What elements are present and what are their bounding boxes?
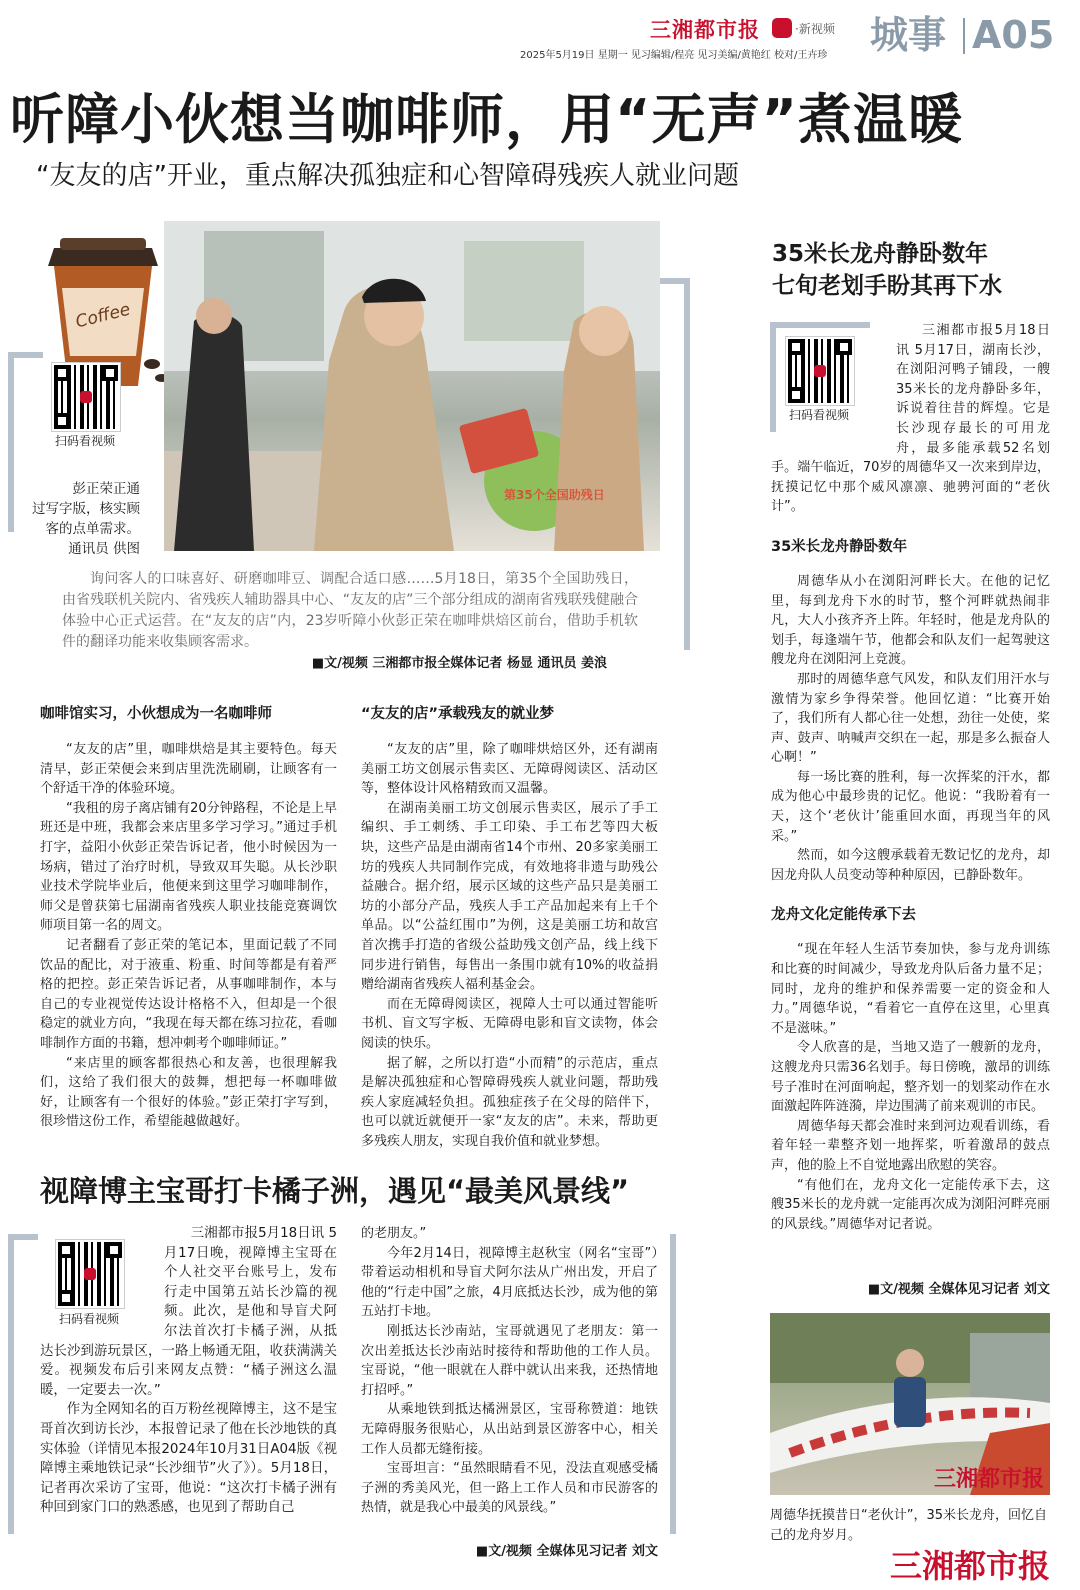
- lead-subhead: “友友的店”开业，重点解决孤独症和心智障碍残疾人就业问题: [36, 161, 739, 191]
- lead-frame-left: [8, 352, 14, 532]
- dragon-byline: ■文/视频 全媒体见习记者 刘文: [867, 1282, 1050, 1297]
- dragon-photo: [770, 1313, 1050, 1495]
- lead-photo: [164, 221, 660, 551]
- lead-frame-top-right: [660, 278, 690, 284]
- dateline: 2025年5月19日 星期一 见习编辑/程亮 见习美编/黄艳红 校对/王卉珍: [520, 50, 828, 61]
- lead-frame-right: [684, 278, 690, 650]
- blind-frame-right: [670, 1234, 676, 1534]
- partner-icon: [772, 18, 792, 38]
- lead-headline: 听障小伙想当咖啡师，用“无声”煮温暖: [10, 88, 963, 151]
- dragon-photo-watermark: 三湘都市报: [933, 1467, 1044, 1492]
- page-number: A05: [972, 13, 1055, 57]
- lead-col1: 咖啡馆实习，小伙想成为一名咖啡师 “友友的店”里，咖啡烘焙是其主要特色。每天清早，彭正荣便会来到店里洗洗刷刷，让顾客有一个舒适干净的体验环境。 “我租的房子离店铺有20分钟路程，不论是上早班还是中班，我都会来店里多学习学习。”通过手机打字，益阳小伙彭正荣告诉记者，他小时候因为一场病，错过了治疗时机，导致双耳失聪。从长沙职业技术学院毕业后，他便来到这里学习咖啡制作，师父是曾获第七届湖南省残疾人职业技能竞赛调饮师项目第一名的周文。 记者翻看了彭正荣的笔记本，里面记载了不同饮品的配比，对于液重、粉重、时间等都是有着严格的把控。彭正荣告诉记者，从事咖啡制作，本与自己的专业视觉传达设计格格不入，但却是一个很稳定的就业方向，“我现在每天都在练习拉花，看咖啡制作方面的书籍，想冲刺考个咖啡师证。” “来店里的顾客都很热心和友善，也很理解我们，这给了我们很大的鼓舞，想把每一杯咖啡做好，让顾客有一个很好的体验。”彭正荣打字写到，很珍惜这份工作，希望能越做越好。: [40, 702, 337, 1132]
- photo-watermark: 第35个全国助残日: [504, 488, 605, 502]
- blind-qr-label: 扫码看视频: [58, 1312, 119, 1326]
- blind-col2: 的老朋友。” 今年2月14日，视障博主赵秋宝（网名“宝哥”）带着运动相机和导盲犬阿尔法从广州出发，开启了他的“行走中国”之旅，4月底抵达长沙，成为他的第五站打卡地。 刚抵达长沙南站，宝哥就遇见了老朋友：第一次出差抵达长沙南站时接待和帮助他的工作人员。宝哥说，“他一眼就在人群中就认出来我，还热情地打招呼。” 从乘地铁到抵达橘洲景区，宝哥称赞道：地铁无障碍服务很贴心，从出站到景区游客中心，相关工作人员都无缝衔接。 宝哥坦言：“虽然眼睛看不见，没法直观感受橘子洲的秀美风光，但一路上工作人员和市民游客的热情，就是我心中最美的风景线。”: [361, 1226, 658, 1516]
- lead-intro: 询问客人的口味喜好、研磨咖啡豆、调配合适口感……5月18日，第35个全国助残日，由省残联机关院内、省残疾人辅助器具中心、“友友的店”三个部分组成的湖南省残联残健融合体验中心正式运营。在“友友的店”内，23岁听障小伙彭正荣在咖啡烘焙区前台，借助手机软件的翻译功能来收集顾客需求。: [62, 571, 638, 650]
- blind-col1: 三湘都市报5月18日讯 5月17日晚，视障博主宝哥在个人社交平台账号上，发布行走中国第五站长沙篇的视频。此次，是他和导盲犬阿尔法首次打卡橘子洲，从抵达长沙到游玩景区，一路上畅通无阻，收获满满关爱。视频发布后引来网友点赞：“橘子洲这么温暖，一定要去一次。” 作为全网知名的百万粉丝视障博主，这不是宝哥首次到访长沙，本报曾记录了他在长沙地铁的真实体验（详情见本报2024年10月31日A04版《视障博主乘地铁记录“长沙细节”火了》）。5月18日，记者再次采访了宝哥，他说：“这次打卡橘子洲有种回到家门口的熟悉感，也见到了帮助自己: [40, 1226, 337, 1516]
- coffee-label: Coffee: [73, 299, 133, 333]
- blind-headline: 视障博主宝哥打卡橘子洲，遇见“最美风景线”: [40, 1174, 630, 1208]
- lead-qr-label: 扫码看视频: [54, 434, 115, 448]
- lead-photo-caption: 彭正荣正通 过写字版，核实顾 客的点单需求。 通讯员 供图: [32, 481, 140, 557]
- dragon-headline: 35米长龙舟静卧数年 七旬老划手盼其再下水: [772, 241, 1002, 299]
- dragon-photo-caption: 周德华抚摸昔日“老伙计”，35米长龙舟，回忆自己的龙舟岁月。: [770, 1508, 1048, 1543]
- blind-frame-top: [8, 1234, 38, 1240]
- lead-frame-top-left: [8, 352, 43, 358]
- dragon-sub1: 35米长龙舟静卧数年: [771, 538, 908, 555]
- footer-logo: 三湘都市报: [890, 1547, 1051, 1585]
- dragon-qr-label: 扫码看视频: [788, 408, 849, 422]
- blind-frame-left: [8, 1234, 14, 1534]
- section-name: 城事: [870, 13, 947, 57]
- lead-col2: “友友的店”承载残友的就业梦 “友友的店”里，除了咖啡烘焙区外，还有湖南美丽工坊文创展示售卖区、无障碍阅读区、活动区等，整体设计风格精致而又温馨。 在湖南美丽工坊文创展示售卖区，展示了手工编织、手工刺绣、手工印染、手工布艺等四大板块，这些产品是由湖南省14个市州、20多家美丽工坊的残疾人共同制作完成，有效地将非遗与助残公益融合。据介绍，展示区域的这些产品只是美丽工坊的小部分产品，残疾人手工产品加起来有上千个单品。以“公益红围巾”为例，这是美丽工坊和故宫首次携手打造的省级公益助残文创产品，线上线下同步进行销售，每售出一条围巾就有10%的收益捐赠给湖南省残疾人福利基金会。 而在无障碍阅读区，视障人士可以通过智能听书机、盲文写字板、无障碍电影和盲文读物，体会阅读的快乐。 据了解，之所以打造“小而精”的示范店，重点是解决孤独症和心智障碍残疾人就业问题，帮助残疾人家庭减轻负担。孤独症孩子在父母的陪伴下，也可以就近就便开一家“友友的店”。未来，帮助更多残疾人朋友，实现自我价值和就业梦想。: [361, 702, 658, 1151]
- dragon-sub2: 龙舟文化定能传承下去: [771, 907, 916, 924]
- blind-byline: ■文/视频 全媒体见习记者 刘文: [475, 1544, 658, 1559]
- partner-logo: ·新视频: [772, 16, 862, 40]
- lead-col1-title: 咖啡馆实习，小伙想成为一名咖啡师: [40, 706, 272, 722]
- dragon-body: 三湘都市报5月18日讯 5月17日，湖南长沙，在浏阳河鸭子铺段，一艘35米长的龙舟静卧多年，诉说着往昔的辉煌。它是长沙现存最长的可用龙舟，最多能承载52名划手。端午临近，70岁的周德华又一次来到岸边，抚摸记忆中那个威风凛凛、驰骋河面的“老伙计”。 35米长龙舟静卧数年 周德华从小在浏阳河畔长大。在他的记忆里，每到龙舟下水的时节，整个河畔就热闹非凡，大人小孩齐齐上阵。年轻时，他是龙舟队的划手，每逢端午节，他都会和队友们一起驾驶这艘龙舟在浏阳河上竞渡。 那时的周德华意气风发，和队友们用汗水与激情为家乡争得荣誉。他回忆道：“比赛开始了，我们所有人都心往一处想，劲往一处使，桨声、鼓声、呐喊声交织在一起，那是多么振奋人心啊！” 每一场比赛的胜利，每一次挥桨的汗水，都成为他心中最珍贵的记忆。他说：“我盼着有一天，这个‘老伙计’能重回水面，再现当年的风采。” 然而，如今这艘承载着无数记忆的龙舟，却因龙舟队人员变动等种种原因，已静卧数年。 龙舟文化定能传承下去 “现在年轻人生活节奏加快，参与龙舟训练和比赛的时间减少，导致龙舟队后备力量不足；同时，龙舟的维护和保养需要一定的资金和人力。”周德华说，“看着它一直停在这里，心里真不是滋味。” 令人欣喜的是，当地又造了一艘新的龙舟，这艘龙舟只需36名划手。每日傍晚，激昂的训练号子准时在河面响起，整齐划一的划桨动作在水面激起阵阵涟漪，岸边围满了前来观训的市民。 周德华每天都会准时来到河边观看训练，看着年轻一辈整齐划一地挥桨，听着激昂的鼓点声，他的脸上不自觉地露出欣慰的笑容。 “有他们在，龙舟文化一定能传承下去，这艘35米长的龙舟就一定能再次成为浏阳河畔亮丽的风景线。”周德华对记者说。: [771, 323, 1050, 1232]
- paper-logo: 三湘都市报: [650, 18, 760, 42]
- lead-col2-title: “友友的店”承载残友的就业梦: [361, 706, 555, 722]
- header-divider: [963, 18, 965, 54]
- lead-qr-code[interactable]: [52, 363, 120, 431]
- masthead-logo: [650, 14, 768, 44]
- lead-byline: ■文/视频 三湘都市报全媒体记者 杨显 通讯员 姜浪: [311, 656, 607, 671]
